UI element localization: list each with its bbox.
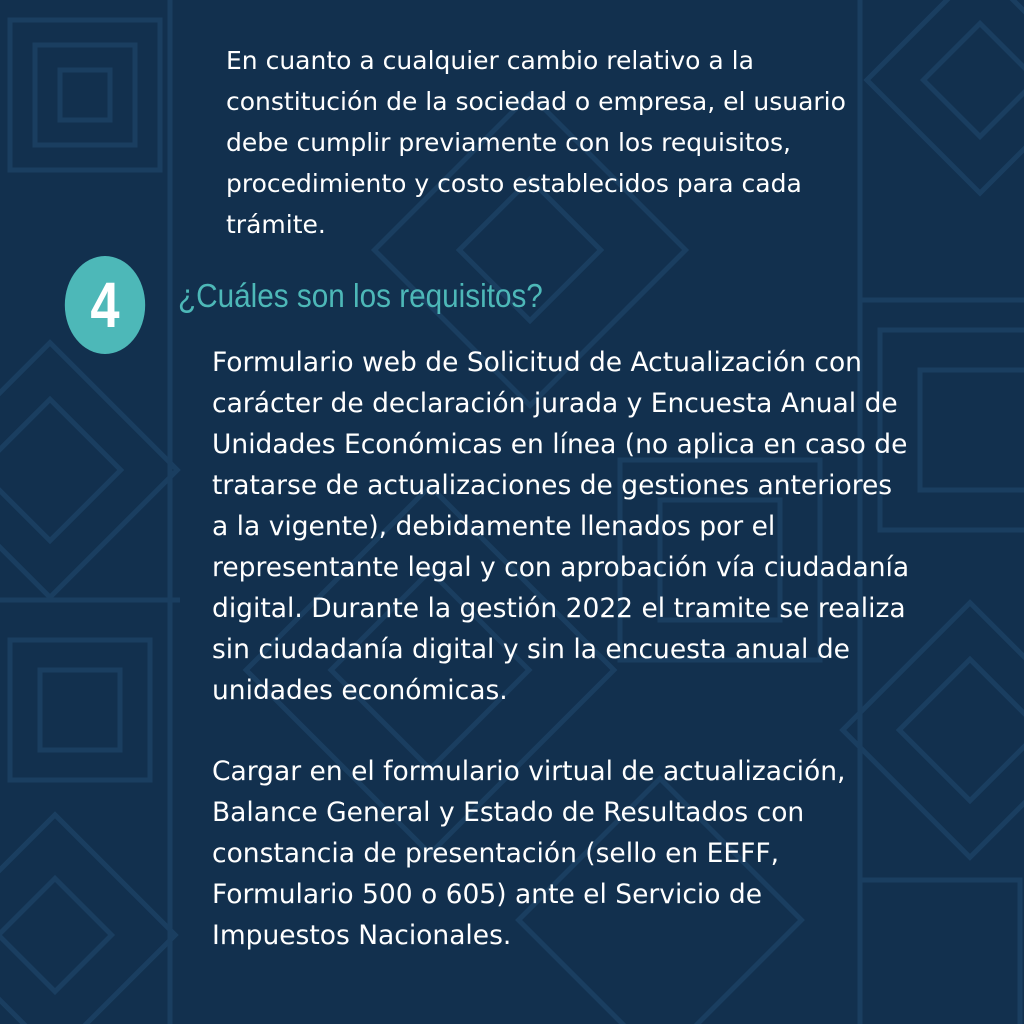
step-number-badge <box>65 256 145 354</box>
step-number: 4 <box>90 269 120 341</box>
requirement-paragraph-1: Formulario web de Solicitud de Actualización con carácter de declaración jurada y Encuesta Anual de Unidades Económicas en línea (no aplica en caso de tratarse de actualizaciones de gestiones anteriores a la vigente), debidamente llenados por el representante legal y con aprobación vía ciudadanía digital. Durante la gestión 2022 el tramite se realiza sin ciudadanía digital y sin la encuesta anual de unidades económicas. <box>212 347 910 706</box>
requirement-paragraph-2: Cargar en el formulario virtual de actualización, Balance General y Estado de Resultados con constancia de presentación (sello en EEFF, Formulario 500 o 605) ante el Servicio de Impuestos Nacionales. <box>212 756 846 951</box>
section-title: ¿Cuáles son los requisitos? <box>178 277 543 314</box>
intro-paragraph: En cuanto a cualquier cambio relativo a la constitución de la sociedad o empresa, el usuario debe cumplir previamente con los requisitos, procedimiento y costo establecidos para cada trámite. <box>226 46 846 239</box>
